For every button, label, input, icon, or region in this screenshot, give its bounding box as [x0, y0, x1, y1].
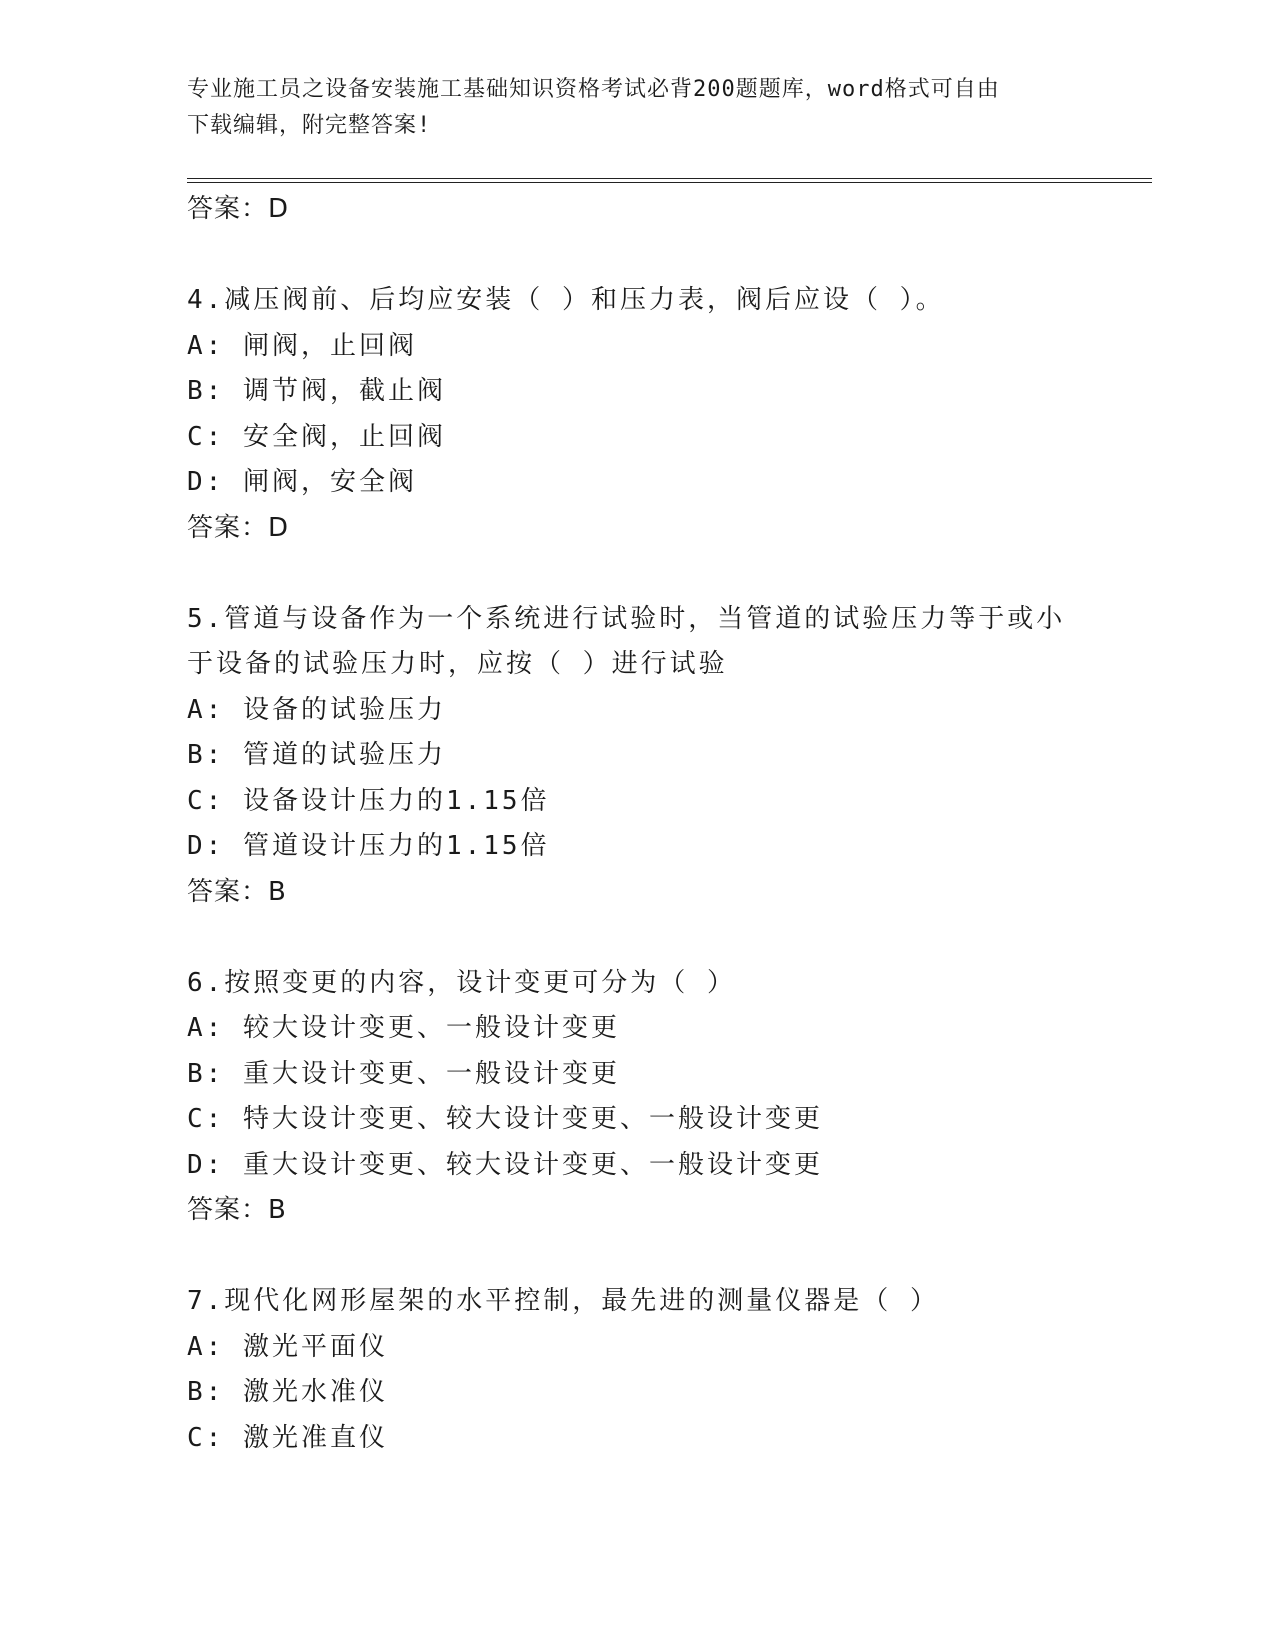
option-b: B: 调节阀，截止阀: [187, 376, 446, 406]
question-6: [187, 961, 1152, 1234]
option-c: C: 安全阀，止回阀: [187, 421, 446, 452]
option-d: D: 闸阀，安全阀: [187, 467, 417, 497]
option-a: A: 设备的试验压力: [187, 694, 446, 725]
option-d: D: 重大设计变更、较大设计变更、一般设计变更: [187, 1149, 823, 1180]
answer: 答案：B: [187, 1195, 287, 1225]
option-c: C: 特大设计变更、较大设计变更、一般设计变更: [187, 1104, 823, 1134]
option-b: B: 管道的试验压力: [187, 740, 446, 770]
answer: 答案：B: [187, 876, 287, 907]
question-4: [187, 278, 1152, 551]
option-a: A: 激光平面仪: [187, 1331, 388, 1362]
option-a: A: 闸阀，止回阀: [187, 330, 417, 361]
spacer: [187, 551, 1152, 597]
spacer: [187, 1234, 1152, 1280]
option-a: A: 较大设计变更、一般设计变更: [187, 1013, 620, 1043]
spacer: [187, 233, 1152, 279]
question-text-continued: 于设备的试验压力时，应按（ ）进行试验: [187, 649, 728, 679]
answer: 答案：D: [187, 512, 290, 543]
question-text: 4.减压阀前、后均应安装（ ）和压力表，阀后应设（ ）。: [187, 285, 945, 315]
question-text: 7.现代化网形屋架的水平控制，最先进的测量仪器是（ ）: [187, 1286, 939, 1316]
option-b: B: 重大设计变更、一般设计变更: [187, 1058, 620, 1089]
option-d: D: 管道设计压力的1.15倍: [187, 831, 550, 861]
question-text: 6.按照变更的内容，设计变更可分为（ ）: [187, 967, 736, 998]
question-5: [187, 597, 1152, 916]
header-line-2: 下载编辑，附完整答案!: [187, 113, 432, 138]
option-c: C: 设备设计压力的1.15倍: [187, 785, 550, 816]
header-line-1: 专业施工员之设备安装施工基础知识资格考试必背200题题库，word格式可自由: [187, 77, 1000, 102]
document-header: [187, 72, 1067, 144]
previous-answer: 答案：D: [187, 194, 290, 224]
option-c: C: 激光准直仪: [187, 1422, 388, 1453]
header-divider-bottom: [187, 182, 1152, 183]
header-divider-top: [187, 178, 1152, 179]
option-b: B: 激光水准仪: [187, 1377, 388, 1407]
question-list: [187, 187, 1152, 1461]
question-text: 5.管道与设备作为一个系统进行试验时，当管道的试验压力等于或小: [187, 603, 1066, 634]
question-7: [187, 1279, 1152, 1461]
spacer: [187, 915, 1152, 961]
